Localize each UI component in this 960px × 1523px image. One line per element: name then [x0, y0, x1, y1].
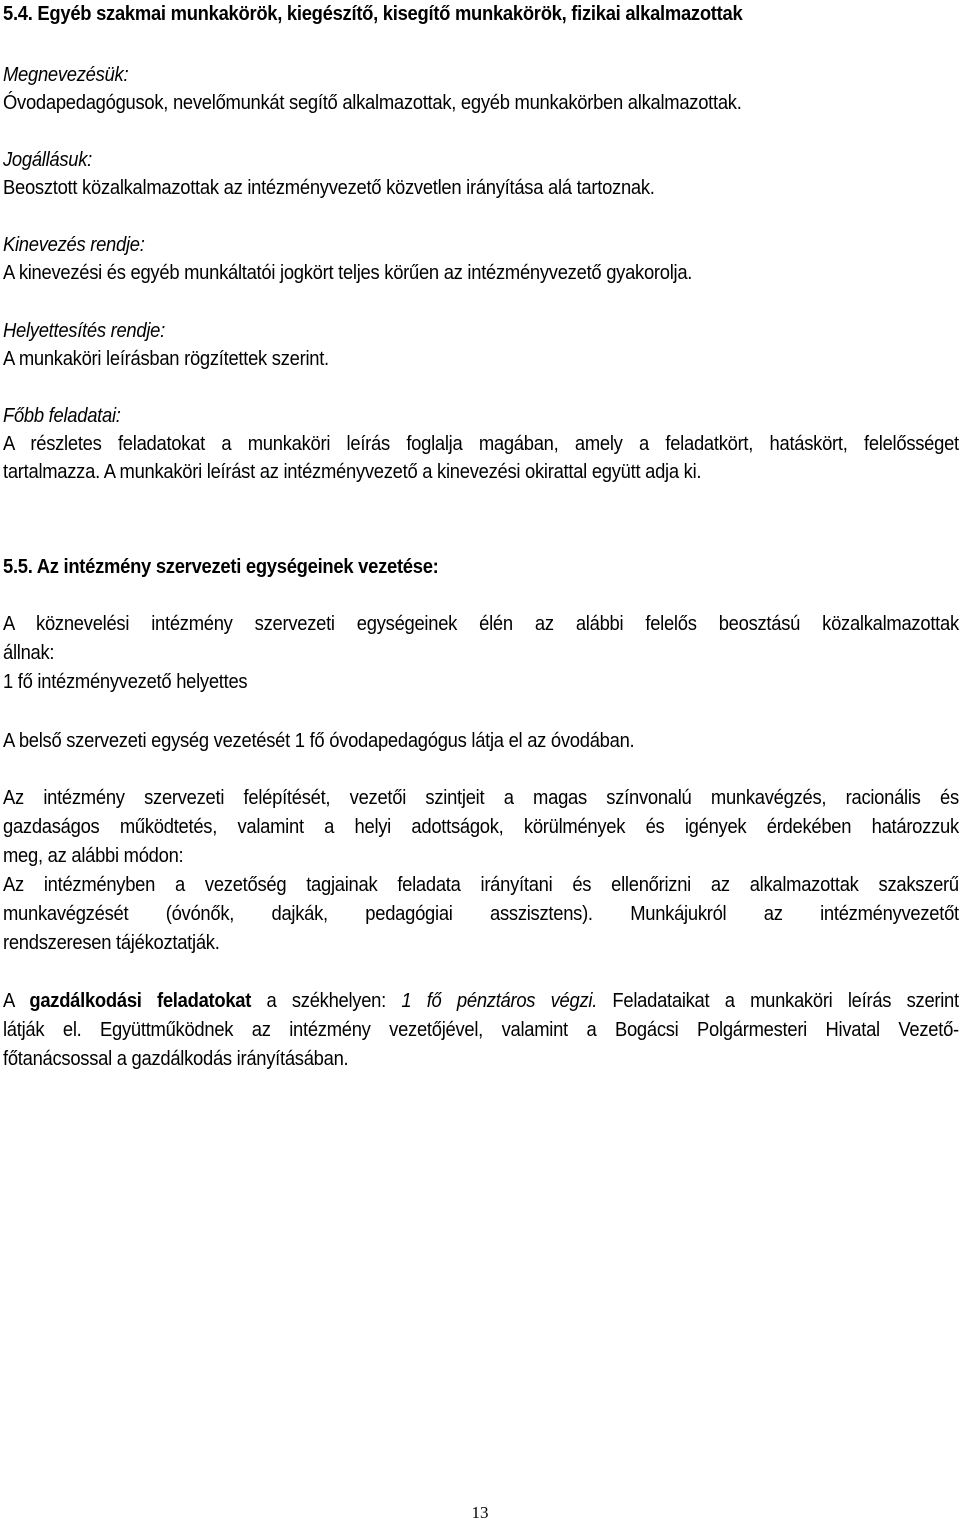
p4-line-2: látják el. Együttműködnek az intézmény vezetőjével, valamint a Bogácsi Polgármesteri Hivatal Vezető-	[3, 1019, 959, 1041]
fobb-feladatai-line-2: tartalmazza. A munkaköri leírást az intézményvezető a kinevezési okirattal együtt adja ki.	[3, 461, 702, 483]
helyettesites-text: A munkaköri leírásban rögzítettek szerint.	[3, 348, 329, 370]
p1-line-2: állnak:	[3, 642, 55, 664]
p4-italic-text: 1 fő pénztáros végzi.	[401, 990, 598, 1012]
fobb-feladatai-line-1: A részletes feladatokat a munkaköri leírás foglalja magában, amely a feladatkört, hatáskört, felelősséget	[3, 433, 959, 455]
p1-line-1-wrap	[3, 612, 959, 636]
helyettesites-label: Helyettesítés rendje:	[3, 320, 165, 342]
p2: A belső szervezeti egység vezetését 1 fő óvodapedagógus látja el az óvodában.	[3, 730, 635, 752]
p3-line-2: gazdaságos működtetés, valamint a helyi adottságok, körülmények és igények érdekében határozzuk	[3, 816, 959, 838]
p4-bold-text: gazdálkodási feladatokat	[29, 990, 252, 1012]
p4-line-1	[3, 989, 959, 1013]
kinevezes-label: Kinevezés rendje:	[3, 234, 145, 256]
fobb-feladatai-label: Főbb feladatai:	[3, 405, 121, 427]
p3-line-2-wrap	[3, 815, 959, 839]
page-number: 13	[471, 1503, 489, 1522]
p3-line-4: Az intézményben a vezetőség tagjainak feladata irányítani és ellenőrizni az alkalmazottak szakszerű	[3, 874, 959, 896]
p3-line-4-wrap	[3, 873, 959, 897]
megnevezes-label: Megnevezésük:	[3, 64, 129, 86]
jogallas-label: Jogállásuk:	[3, 149, 93, 171]
section-5-5-heading: 5.5. Az intézmény szervezeti egységeinek vezetése:	[3, 556, 439, 578]
p3-line-5-wrap	[3, 902, 959, 926]
p3-line-5: munkavégzését (óvónők, dajkák, pedagógiai asszisztens). Munkájukról az intézményvezetőt	[3, 903, 959, 925]
kinevezes-text: A kinevezési és egyéb munkáltatói jogkört teljes körűen az intézményvezető gyakorolja.	[3, 262, 693, 284]
p3-line-1-wrap	[3, 786, 959, 810]
p4-line-1-c: Feladataikat a munkaköri leírás szerint	[597, 990, 959, 1012]
p1-line-1: A köznevelési intézmény szervezeti egységeinek élén az alábbi felelős beosztású közalkalmazottak	[3, 613, 959, 635]
jogallas-text: Beosztott közalkalmazottak az intézményvezető közvetlen irányítása alá tartoznak.	[3, 177, 655, 199]
p4-line-2-wrap	[3, 1018, 959, 1042]
p3-line-6: rendszeresen tájékoztatják.	[3, 932, 220, 954]
fobb-line-1-wrap	[3, 432, 959, 456]
p4-line-1-a: A	[3, 990, 30, 1012]
p4-line-3: főtanácsossal a gazdálkodás irányításában.	[3, 1048, 349, 1070]
section-5-4-heading: 5.4. Egyéb szakmai munkakörök, kiegészítő, kisegítő munkakörök, fizikai alkalmazottak	[3, 3, 743, 25]
p3-line-3: meg, az alábbi módon:	[3, 845, 184, 867]
megnevezes-text: Óvodapedagógusok, nevelőmunkát segítő alkalmazottak, egyéb munkakörben alkalmazottak.	[3, 92, 742, 114]
p3-line-1: Az intézmény szervezeti felépítését, vezetői szintjeit a magas színvonalú munkavégzés, racionális és	[3, 787, 959, 809]
p4-line-1-wrap	[3, 989, 959, 1013]
p4-line-1-b: a székhelyen:	[251, 990, 402, 1012]
p1-line-3: 1 fő intézményvezető helyettes	[3, 671, 248, 693]
